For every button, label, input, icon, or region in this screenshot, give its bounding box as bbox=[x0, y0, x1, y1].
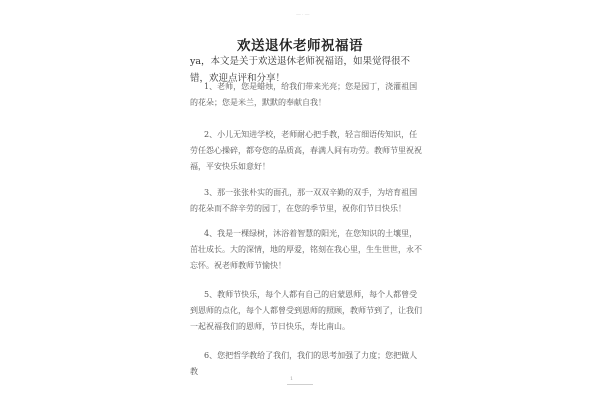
header-mark: —·— bbox=[296, 12, 311, 18]
paragraph-4: 4、我是一棵绿树，沐浴着智慧的阳光，在您知识的土壤里，茁壮成长。大的深情，地的厚爱，铭刻在我心里，生生世世，永不忘怀。祝老师教师节愉快！ bbox=[190, 229, 422, 270]
paragraph-2: 2、小儿无知进学校，老师耐心把手教，轻言细语传知识，任劳任怨心操碎，都夸您的品质高，春满人间有功劳。教师节里祝祝福，平安快乐如意好！ bbox=[190, 130, 422, 171]
paragraph-6: 6、您把哲学教给了我们，我们的思考加强了力度；您把做人教 bbox=[190, 351, 418, 376]
page-title: 欢送退休老师祝福语 bbox=[237, 38, 363, 54]
page-number: 1 bbox=[290, 376, 294, 382]
intro-paragraph: ya，本文是关于欢送退休老师祝福语，如果觉得很不错，欢迎点评和分享！ bbox=[190, 56, 411, 84]
page-number-underline bbox=[287, 384, 313, 385]
paragraph-1: 1、老师，您是蜡烛，给我们带来光亮；您是园丁，浇灌祖国的花朵；您是米兰，默默的奉献自我！ bbox=[190, 82, 418, 107]
paragraph-3: 3、那一张张朴实的面孔，那一双双辛勤的双手，为培育祖国的花朵而不辞辛劳的园丁，在您的季节里，祝你们节日快乐！ bbox=[190, 188, 418, 213]
paragraph-5: 5、教师节快乐，每个人都有自己的启蒙恩师，每个人都曾受到恩师的点化，每个人都曾受到恩师的照顾，教师节到了，让我们一起祝福我们的恩师，节日快乐，寿比南山。 bbox=[190, 290, 422, 331]
